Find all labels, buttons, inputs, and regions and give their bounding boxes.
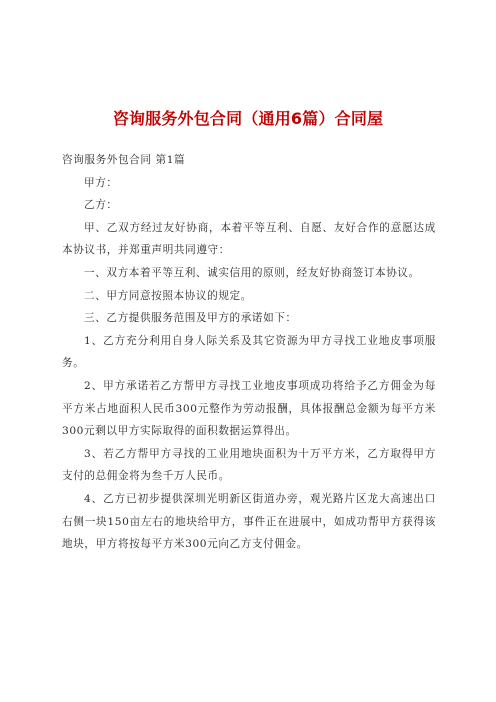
document-subtitle: 咨询服务外包合同 第1篇 [62, 154, 186, 166]
document-title: 咨询服务外包合同（通用6篇）合同屋 [112, 109, 384, 128]
paragraph-clause-2: 二、甲方同意按照本协议的规定。 [84, 289, 252, 302]
paragraph-party-a: 甲方： [84, 176, 118, 189]
paragraph-item-4: 4、乙方已初步提供深圳光明新区街道办旁，观光路片区龙大高速出口右侧一块150亩左右的地块给甲方，事件正在进展中，如成功帮甲方获得该地块，甲方将按每平方米300元向乙方支付佣金。 [62, 492, 436, 551]
paragraph-item-1: 1、乙方充分利用自身人际关系及其它资源为甲方寻找工业地皮事项服务。 [62, 334, 436, 370]
paragraph-clause-1: 一、双方本着平等互利、诚实信用的原则，经友好协商签订本协议。 [84, 266, 420, 279]
paragraph-preamble: 甲、乙双方经过友好协商，本着平等互利、自愿、友好合作的意愿达成本协议书，并郑重声明共同遵守： [62, 221, 436, 257]
paragraph-clause-3: 三、乙方提供服务范围及甲方的承诺如下： [84, 312, 297, 325]
paragraph-item-3: 3、若乙方帮甲方寻找的工业用地块面积为十万平方米，乙方取得甲方支付的总佣金将为叁千万人民币。 [62, 447, 436, 483]
paragraph-item-2: 2、甲方承诺若乙方帮甲方寻找工业地皮事项成功将给予乙方佣金为每平方米占地面积人民币300元整作为劳动报酬，具体报酬总金额为每平方米300元剩以甲方实际取得的面积数据运算得出。 [62, 379, 436, 438]
document-body [62, 149, 436, 556]
paragraph-party-b: 乙方： [84, 199, 118, 212]
